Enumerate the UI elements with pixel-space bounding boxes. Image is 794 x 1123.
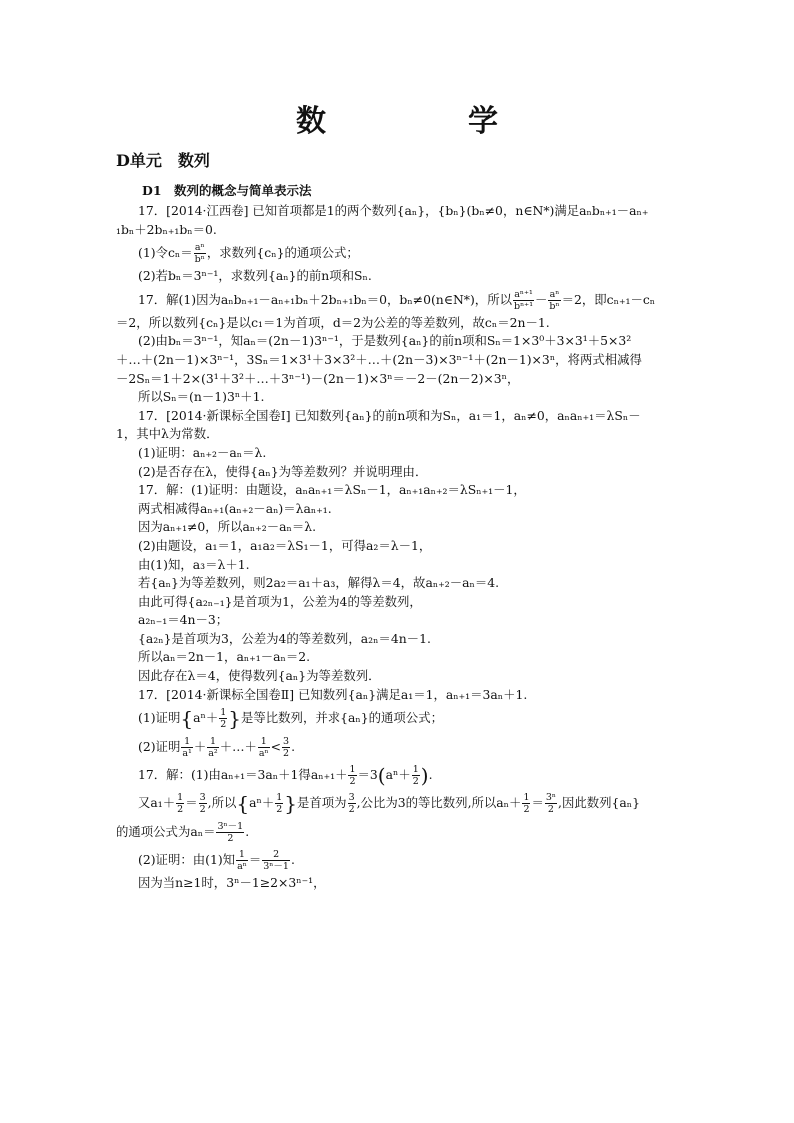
fraction [275,792,283,815]
fraction [181,736,192,759]
text-span: . [290,851,295,867]
text-line: a₂ₙ₋₁＝4n－3； [138,612,229,628]
text-span: (1)令cₙ＝ [138,245,193,261]
text-span: ＝ [248,851,262,867]
fraction-denominator: 3ⁿ－1 [263,860,289,872]
fraction [262,849,290,872]
text-span: ，求数列{cₙ}的通项公式； [206,245,359,261]
right-brace-icon: } [284,791,298,816]
text-span: (1)证明 [138,710,181,726]
fraction-numerator: 2 [262,849,290,861]
fraction-denominator: 2 [412,775,419,787]
fraction-numerator: 3 [283,735,290,747]
text-span: (2)证明：由(1)知 [138,851,236,867]
fraction-denominator: 2 [349,775,356,787]
fraction-numerator: 1 [181,736,192,748]
fraction [258,736,270,759]
text-line: 因此存在λ＝4，使得数列{aₙ}为等差数列． [138,668,381,684]
text-span: 的通项公式为aₙ＝ [116,823,216,839]
text-line: (2)由bₙ＝3ⁿ⁻¹，知aₙ＝(2n－1)3ⁿ⁻¹，于是数列{aₙ}的前n项和Sₙ＝1×3⁰＋3×3¹＋5×3² [138,333,632,349]
text-line: (2)由题设，a₁＝1，a₁a₂＝λS₁－1，可得a₂＝λ－1， [138,537,432,553]
text-span: ＝ [185,795,198,811]
fraction [412,764,420,787]
text-span: － [535,291,548,307]
left-brace-icon: { [180,706,194,731]
fraction [348,792,356,815]
text-line: ＋…＋(2n－1)×3ⁿ⁻¹，3Sₙ＝1×3¹＋3×3²＋…＋(2n－3)×3ⁿ⁻¹＋(2n－1)×3ⁿ，将两式相减得 [116,351,642,367]
fraction-numerator: 3ⁿ [545,792,557,804]
text-span: ＝3 [357,766,378,782]
text-line: 17．[2014·江西卷] 已知首项都是1的两个数列{aₙ}，{bₙ}(bₙ≠0，n∈N*)满足aₙbₙ₊₁－aₙ₊ [138,203,649,218]
right-brace-icon: } [228,706,241,731]
fraction-denominator: 2 [547,804,554,816]
text-line [116,704,676,733]
fraction-denominator: aⁿ [258,747,269,759]
fraction [194,242,206,265]
right-paren-icon: ) [420,763,429,788]
text-line [116,846,676,874]
text-span: ,因此数列{aₙ} [558,795,641,811]
fraction [236,849,248,872]
fraction [216,821,244,844]
fraction-numerator: 1 [349,763,356,775]
fraction-denominator: 2 [283,747,290,759]
text-line: 两式相减得aₙ₊₁(aₙ₊₂－aₙ)＝λaₙ₊₁. [138,500,332,516]
text-span: ＝2，即cₙ₊₁－cₙ [561,291,656,307]
fraction-numerator: 1 [258,736,270,748]
document-body [116,202,676,892]
text-line [116,789,676,818]
text-line: 所以Sₙ＝(n－1)3ⁿ＋1. [138,389,265,405]
fraction [207,736,218,759]
text-line: ＝2，所以数列{cₙ}是以c₁＝1为首项，d＝2为公差的等差数列，故cₙ＝2n－1. [116,314,550,330]
fraction [522,792,530,815]
unit-heading: D单元 数列 [116,151,210,170]
fraction [219,707,227,730]
text-line: (2)是否存在λ，使得{aₙ}为等差数列？并说明理由． [138,463,428,479]
text-span: 又a₁＋ [138,795,176,811]
text-span: 是等比数列，并求{aₙ}的通项公式； [241,710,443,726]
fraction-denominator: bⁿ [549,300,560,312]
fraction-denominator: 2 [227,832,234,844]
fraction-denominator: 2 [220,719,227,731]
text-line: 1，其中λ为常数． [116,426,219,442]
fraction [348,764,356,787]
fraction-denominator: bⁿ⁺¹ [513,300,533,312]
fraction [545,792,557,815]
text-line: 17．解：(1)证明：由题设，aₙaₙ₊₁＝λSₙ－1，aₙ₊₁aₙ₊₂＝λSₙ₊₁－1， [138,482,526,498]
text-line [116,761,676,790]
text-line [116,818,676,846]
text-span: aⁿ＋ [385,766,411,782]
text-line: 由此可得{a₂ₙ₋₁}是首项为1，公差为4的等差数列， [138,593,422,609]
text-span: ＋ [193,738,207,754]
fraction-numerator: 3ⁿ－1 [217,820,244,832]
text-line: (1)证明：aₙ₊₂－aₙ＝λ. [138,444,267,460]
text-span: ＝ [531,795,544,811]
text-line: {a₂ₙ}是首项为3，公差为4的等差数列，a₂ₙ＝4n－1. [138,630,431,646]
text-span: 17．解：(1)由aₙ₊₁＝3aₙ＋1得aₙ₊₁＋ [138,766,348,782]
text-line: 所以aₙ＝2n－1，aₙ₊₁－aₙ＝2. [138,649,311,665]
text-line: 因为aₙ₊₁≠0，所以aₙ₊₂－aₙ＝λ. [138,519,317,535]
text-span: . [245,823,250,839]
text-span: ＋…＋ [219,738,257,754]
fraction [176,792,184,815]
text-line: 17．[2014·新课标全国卷Ⅱ] 已知数列{aₙ}满足a₁＝1，aₙ₊₁＝3aₙ＋1. [138,686,528,702]
fraction-numerator: 1 [220,707,227,719]
text-span: 17．解(1)因为aₙbₙ₊₁－aₙ₊₁bₙ＋2bₙ₊₁bₙ＝0，bₙ≠0(n∈N*)，所以 [138,291,512,307]
fraction-denominator: aⁿ [237,860,247,872]
fraction-numerator: 1 [412,763,419,775]
fraction-numerator: aⁿ [194,242,205,254]
text-line: (2)若bₙ＝3ⁿ⁻¹，求数列{aₙ}的前n项和Sₙ. [138,268,372,284]
text-line: 由(1)知，a₃＝λ＋1. [138,556,250,572]
fraction-numerator: 1 [177,792,184,804]
text-line: －2Sₙ＝1＋2×(3¹＋3²＋…＋3ⁿ⁻¹)－(2n－1)×3ⁿ＝－2－(2n－2)×3ⁿ， [116,370,520,386]
section-heading: D1 数列的概念与简单表示法 [142,183,312,198]
text-line [116,286,676,314]
fraction-numerator: 1 [236,849,248,861]
text-line: 17．[2014·新课标全国卷Ⅰ] 已知数列{aₙ}的前n项和为Sₙ，a₁＝1，aₙ≠0，aₙaₙ₊₁＝λSₙ－ [138,407,641,423]
left-brace-icon: { [236,791,250,816]
fraction [282,736,290,759]
text-span: aⁿ＋ [249,795,275,811]
fraction-numerator: 3 [199,792,206,804]
fraction-numerator: 1 [523,792,530,804]
fraction-numerator: 1 [276,792,283,804]
text-span: . [291,738,296,754]
fraction-numerator: 1 [207,736,218,748]
fraction [199,792,207,815]
text-span: ,公比为3的等比数列,所以aₙ＋ [356,795,522,811]
fraction-denominator: a¹ [182,747,192,759]
fraction [548,289,560,312]
text-span: ,所以 [207,795,237,811]
fraction-numerator: aⁿ⁺¹ [514,288,533,300]
text-line: 因为当n≥1时，3ⁿ－1≥2×3ⁿ⁻¹， [138,874,326,890]
fraction-numerator: aⁿ [549,288,560,300]
fraction-denominator: 2 [199,804,206,816]
fraction-denominator: 2 [523,804,530,816]
fraction [513,289,534,312]
text-line [116,239,676,267]
text-span: aⁿ＋ [193,710,219,726]
text-span: . [428,766,433,782]
text-line: ₁bₙ＋2bₙ₊₁bₙ＝0. [116,221,217,237]
text-span: (2)证明 [138,738,181,754]
text-span: 是首项为 [297,795,347,811]
text-line: 若{aₙ}为等差数列，则2a₂＝a₁＋a₃，解得λ＝4，故aₙ₊₂－aₙ＝4. [138,575,500,591]
fraction-denominator: 2 [177,804,184,816]
fraction-denominator: 2 [276,804,283,816]
text-line [116,733,676,761]
fraction-denominator: bⁿ [194,254,205,266]
fraction-numerator: 3 [348,792,355,804]
text-span: < [270,738,282,754]
fraction-denominator: 2 [348,804,355,816]
left-paren-icon: ( [377,763,386,788]
fraction-denominator: a² [208,747,218,759]
page-title: 数 学 [296,104,554,139]
